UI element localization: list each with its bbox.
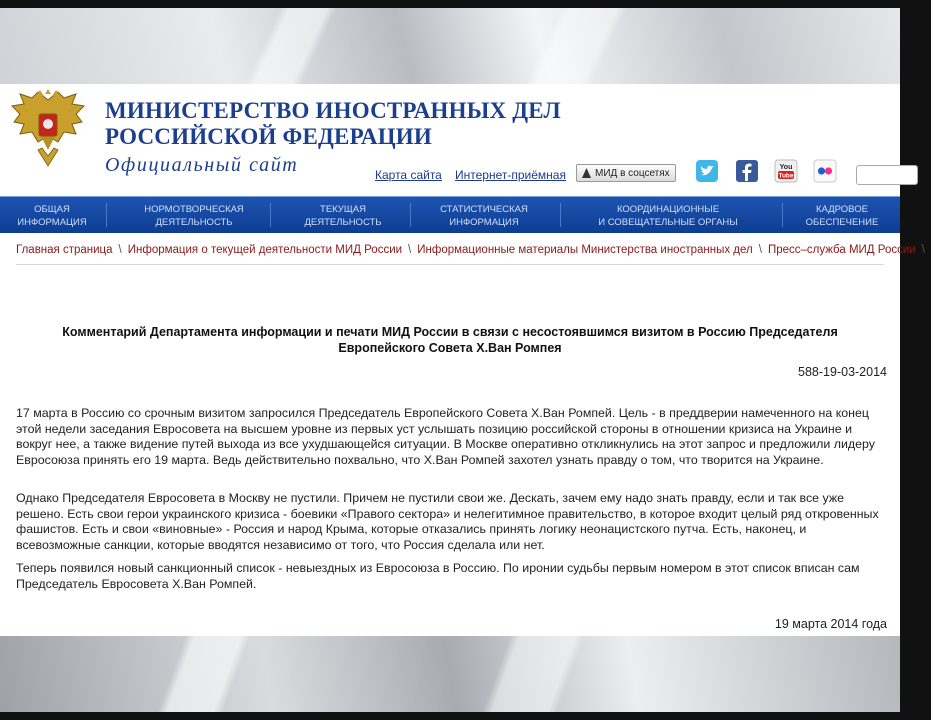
- nav-label: ДЕЯТЕЛЬНОСТЬ: [304, 217, 382, 228]
- site-title-line1: МИНИСТЕРСТВО ИНОСТРАННЫХ ДЕЛ: [105, 98, 561, 123]
- nav-label: ОБЩАЯ: [34, 204, 70, 215]
- nav-item-general-info[interactable]: [8, 203, 96, 229]
- nav-label: ОБЕСПЕЧЕНИЕ: [805, 217, 879, 228]
- nav-label: ДЕЯТЕЛЬНОСТЬ: [155, 217, 233, 228]
- headline-line1: Комментарий Департамента информации и печати МИД России в связи с несостоявшимся визитом в Россию Председателя: [62, 325, 838, 339]
- youtube-icon[interactable]: [775, 160, 797, 182]
- nav-label: НОРМОТВОРЧЕСКАЯ: [144, 204, 244, 215]
- background-bottom-band: [0, 636, 900, 712]
- nav-label: СТАТИСТИЧЕСКАЯ: [440, 204, 528, 215]
- nav-label: ТЕКУЩАЯ: [320, 204, 366, 215]
- nav-label: И СОВЕЩАТЕЛЬНЫЕ ОРГАНЫ: [598, 217, 738, 228]
- nav-divider: [560, 203, 561, 227]
- twitter-icon[interactable]: [696, 160, 718, 182]
- nav-item-statistics[interactable]: [425, 203, 543, 229]
- breadcrumb: [16, 244, 925, 260]
- site-title: [105, 98, 561, 150]
- social-networks-button[interactable]: [576, 164, 676, 182]
- breadcrumb-divider: [16, 264, 884, 265]
- site-title-line2: РОССИЙСКОЙ ФЕДЕРАЦИИ: [105, 124, 432, 149]
- nav-item-coordination[interactable]: [580, 203, 756, 229]
- nav-item-normative[interactable]: [130, 203, 258, 229]
- main-nav: [0, 196, 900, 233]
- article-date: 19 марта 2014 года: [774, 617, 887, 631]
- nav-label: КООРДИНАЦИОННЫЕ: [616, 204, 720, 215]
- headline-line2: Европейского Совета Х.Ван Ромпея: [338, 341, 562, 355]
- flickr-icon[interactable]: [814, 160, 836, 182]
- pointer-icon: [582, 168, 591, 178]
- breadcrumb-separator: \: [118, 244, 122, 256]
- breadcrumb-press-service[interactable]: Пресс–служба МИД России: [767, 244, 916, 256]
- nav-label: ИНФОРМАЦИЯ: [17, 217, 87, 228]
- breadcrumb-separator: \: [758, 244, 762, 256]
- breadcrumb-info-materials[interactable]: Информационные материалы Министерства иностранных дел: [417, 244, 753, 256]
- nav-divider: [106, 203, 107, 227]
- site-subtitle: Официальный сайт: [105, 154, 299, 176]
- nav-label: КАДРОВОЕ: [816, 204, 868, 215]
- reception-link[interactable]: Интернет-приёмная: [455, 168, 566, 182]
- facebook-icon[interactable]: [736, 160, 758, 182]
- article-paragraph-1: 17 марта в Россию со срочным визитом запросился Председатель Европейского Совета Х.Ван Ромпей. Цель - в преддверии намеченного на конец этой недели заседания Евросовета на высшем уровне из первых уст услышать позицию российской стороны в отношении кризиса на Украине и вокруг нее, а также видение путей выхода из все ухудшающейся ситуации. В Москве оперативно откликнулись на этот запрос и предложили лидеру Евросоюза принять его 19 марта. Ведь действительно похвально, что Х.Ван Ромпей захотел узнать правду о том, что творится на Украине.: [16, 406, 875, 467]
- article-paragraph-3: Теперь появился новый санкционный список - невыездных из Евросоюза в Россию. По иронии судьбы первым номером в этот список вписан сам Председатель Евросовета Х.Ван Ромпей.: [16, 561, 860, 591]
- nav-item-personnel[interactable]: [800, 203, 884, 229]
- document-number: 588-19-03-2014: [798, 365, 887, 379]
- emblem-icon[interactable]: [10, 90, 86, 170]
- svg-text:Tube: Tube: [778, 172, 794, 180]
- background-top-band: [0, 8, 900, 84]
- social-networks-label: МИД в соцсетях: [595, 168, 670, 179]
- breadcrumb-home[interactable]: Главная страница: [16, 244, 113, 256]
- sitemap-link[interactable]: Карта сайта: [375, 168, 442, 182]
- svg-text:You: You: [779, 164, 793, 171]
- breadcrumb-separator: \: [408, 244, 412, 256]
- page: [0, 84, 925, 636]
- article-paragraph-2: Однако Председателя Евросовета в Москву не пустили. Причем не пустили свои же. Дескать, зачем ему надо знать правду, если и так все уже решено. Есть свои герои украинского кризиса - боевики «Правого сектора» и нелегитимное правительство, в которое входит целый ряд откровенных фашистов. Есть и свои «виновные» - Россия и народ Крыма, которые отказались принять логику неонацистского путча. Есть, наконец, и всевозможные санкции, которые вводятся независимо от того, что Россия сделала или нет.: [16, 491, 879, 552]
- nav-item-current-activity[interactable]: [290, 203, 396, 229]
- nav-label: ИНФОРМАЦИЯ: [449, 217, 519, 228]
- nav-divider: [410, 203, 411, 227]
- search-input[interactable]: [856, 165, 918, 185]
- breadcrumb-current-activity[interactable]: Информация о текущей деятельности МИД России: [127, 244, 403, 256]
- article-headline: [30, 324, 870, 356]
- breadcrumb-separator: \: [921, 244, 925, 256]
- nav-divider: [782, 203, 783, 227]
- nav-divider: [270, 203, 271, 227]
